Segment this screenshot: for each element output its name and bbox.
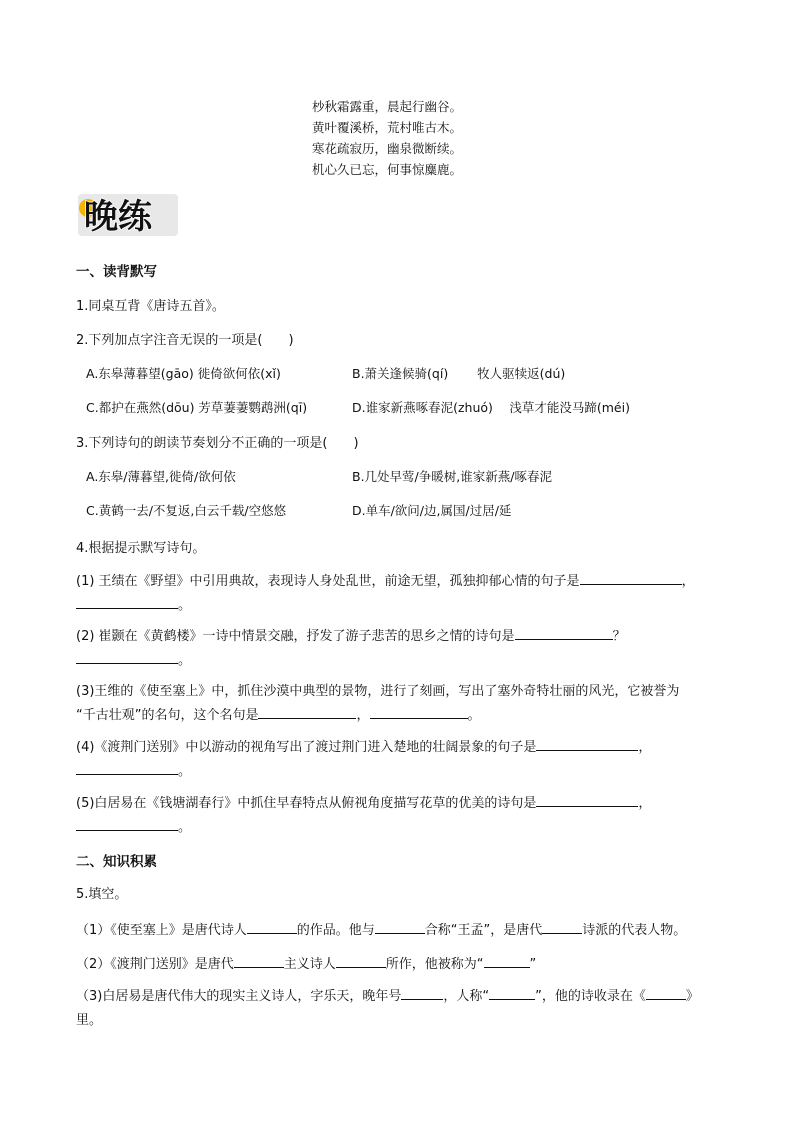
answer-blank[interactable] [401,986,443,1000]
q5-l3-text-b: ，人称“ [443,989,490,1004]
period: 。 [178,764,192,779]
period: 。 [178,598,192,613]
period: 。 [178,653,192,668]
q5-l1-text-a: （1）《使至塞上》是唐代诗人 [76,923,247,938]
q5-l3-text-d: 》 [685,989,699,1004]
comma: ， [356,708,370,723]
comma: ， [638,740,652,755]
answer-blank[interactable] [247,920,297,934]
question-4-part-3 [76,680,717,728]
answer-blank[interactable] [370,705,468,719]
q4-p5-text: (5)白居易在《钱塘湖春行》中抓住早春特点从俯视角度描写花草的优美的诗句是 [76,796,537,811]
answer-blank[interactable] [484,954,530,968]
answer-blank[interactable] [580,571,682,585]
question-4-part-5 [76,792,717,840]
answer-blank[interactable] [536,737,638,751]
poem-line-4: 机心久已忘，何事惊麋鹿。 [312,162,463,177]
question-4-part-1 [76,570,717,618]
answer-blank[interactable] [489,986,535,1000]
question-2-option-a: A.东皋薄暮望(gāo) 徙倚欲何依(xǐ) [86,366,281,381]
q5-l1-text-c: 合称“王孟”，是唐代 [424,923,543,938]
answer-blank[interactable] [646,986,686,1000]
answer-blank[interactable] [375,920,425,934]
q5-l3-text-c: ”，他的诗收录在《 [535,989,646,1004]
answer-blank[interactable] [336,954,386,968]
poem-line-3: 寒花疏寂历，幽泉微断续。 [312,141,463,156]
comma: ， [638,796,652,811]
answer-blank[interactable] [515,626,613,640]
comma: ， [681,574,695,589]
question-5-line-2 [76,953,717,972]
period: 。 [178,820,192,835]
poem [312,96,462,180]
answer-blank[interactable] [76,761,178,775]
logo-text: 晚练 [84,197,152,237]
q4-p4-text: (4)《渡荆门送别》中以游动的视角写出了渡过荆门进入楚地的壮阔景象的句子是 [76,740,537,755]
q5-l2-text-d: ” [529,957,537,972]
q4-p1-text: (1) 王绩在《野望》中引用典故，表现诗人身处乱世，前途无望，孤独抑郁心情的句子是 [76,574,580,589]
question-4-stem: 4.根据提示默写诗句。 [76,541,206,556]
question-3-option-a: A.东皋/薄暮望,徙倚/欲何依 [86,469,236,484]
answer-blank[interactable] [234,954,284,968]
answer-blank[interactable] [76,595,178,609]
answer-blank[interactable] [536,793,638,807]
q5-l2-text-a: （2）《渡荆门送别》是唐代 [76,957,234,972]
q4-p3-text-b: “千古壮观”的名句，这个名句是 [76,708,259,723]
answer-blank[interactable] [258,705,356,719]
q5-l3-text-e: 里。 [76,1013,103,1028]
q5-l2-text-c: 所作，他被称为“ [385,957,484,972]
q5-l3-text-a: （3)白居易是唐代伟大的现实主义诗人，字乐天，晚年号 [76,989,402,1004]
question-2-stem: 2.下列加点字注音无误的一项是( ) [76,333,294,348]
poem-line-1: 杪秋霜露重，晨起行幽谷。 [312,99,463,114]
period: 。 [467,708,481,723]
question-2-option-c: C.都护在燕然(dōu) 芳草萋萋鹦鹉洲(qī) [86,400,308,415]
q4-p2-text: (2) 崔颢在《黄鹤楼》一诗中情景交融，抒发了游子悲苦的思乡之情的诗句是 [76,629,515,644]
question-2-option-d: D.谁家新燕啄春泥(zhuó) 浅草才能没马蹄(méi) [352,400,630,415]
poem-line-2: 黄叶覆溪桥，荒村唯古木。 [312,120,463,135]
section-2-heading: 二、知识积累 [76,854,157,870]
question-3-stem: 3.下列诗句的朗读节奏划分不正确的一项是( ) [76,436,359,451]
answer-blank[interactable] [76,817,178,831]
question-3-option-d: D.单车/欲问/边,属国/过居/延 [352,503,512,518]
question-mark: ？ [612,629,626,644]
question-3-option-b: B.几处早莺/争暖树,谁家新燕/啄春泥 [352,469,552,484]
question-5-line-3 [76,985,717,1033]
answer-blank[interactable] [542,920,582,934]
section-1-heading: 一、读背默写 [76,264,157,280]
question-2-option-b: B.萧关逢候骑(qí) 牧人驱犊返(dú) [352,366,566,381]
answer-blank[interactable] [76,650,178,664]
question-1: 1.同桌互背《唐诗五首》。 [76,299,225,314]
q5-l2-text-b: 主义诗人 [283,957,336,972]
q5-l1-text-d: 诗派的代表人物。 [582,923,687,938]
evening-practice-logo [76,184,180,240]
question-5-line-1 [76,919,717,938]
question-4-part-4 [76,736,717,784]
question-5-stem: 5.填空。 [76,887,128,902]
question-4-part-2 [76,625,717,673]
q5-l1-text-b: 的作品。他与 [296,923,375,938]
question-3-option-c: C.黄鹤一去/不复返,白云千载/空悠悠 [86,503,287,518]
q4-p3-text-a: (3)王维的《使至塞上》中，抓住沙漠中典型的景物，进行了刻画，写出了塞外奇特壮丽的风光，它被誉为 [76,684,680,699]
